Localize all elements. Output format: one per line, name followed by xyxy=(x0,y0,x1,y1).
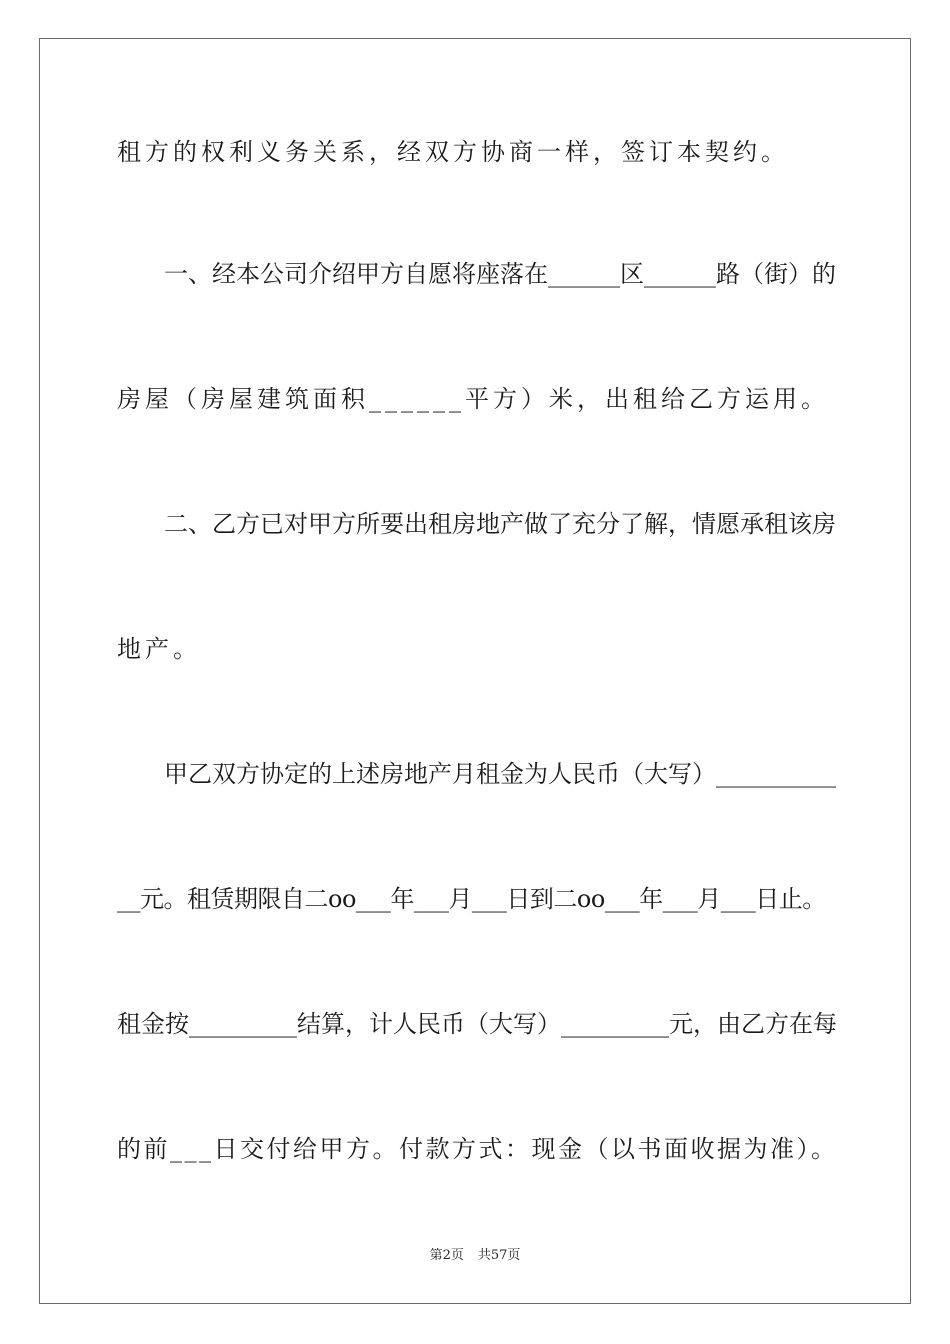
page-footer xyxy=(0,1248,950,1264)
text-line-7: __元。租赁期限自二oo___年___月___日到二oo___年___月___日止。 xyxy=(117,885,826,913)
text-line-1: 租方的权利义务关系，经双方协商一样，签订本契约。 xyxy=(117,138,789,166)
text-line-8: 租金按_________结算，计人民币（大写）_________元，由乙方在每 xyxy=(117,1010,837,1038)
page-number: 第2页 xyxy=(429,1248,464,1263)
text-line-6: 甲乙双方协定的上述房地产月租金为人民币（大写）__________ xyxy=(164,760,836,788)
total-pages: 共57页 xyxy=(477,1248,521,1263)
text-line-4: 二、乙方已对甲方所要出租房地产做了充分了解，情愿承租该房 xyxy=(164,510,836,538)
text-line-3: 房屋（房屋建筑面积______平方）米，出租给乙方运用。 xyxy=(117,385,829,413)
text-line-9: 的前___日交付给甲方。付款方式：现金（以书面收据为准）。 xyxy=(117,1135,838,1163)
page-frame xyxy=(39,38,911,1304)
text-line-2: 一、经本公司介绍甲方自愿将座落在______区______路（街）的 xyxy=(164,260,836,288)
text-line-5: 地产。 xyxy=(117,635,201,663)
